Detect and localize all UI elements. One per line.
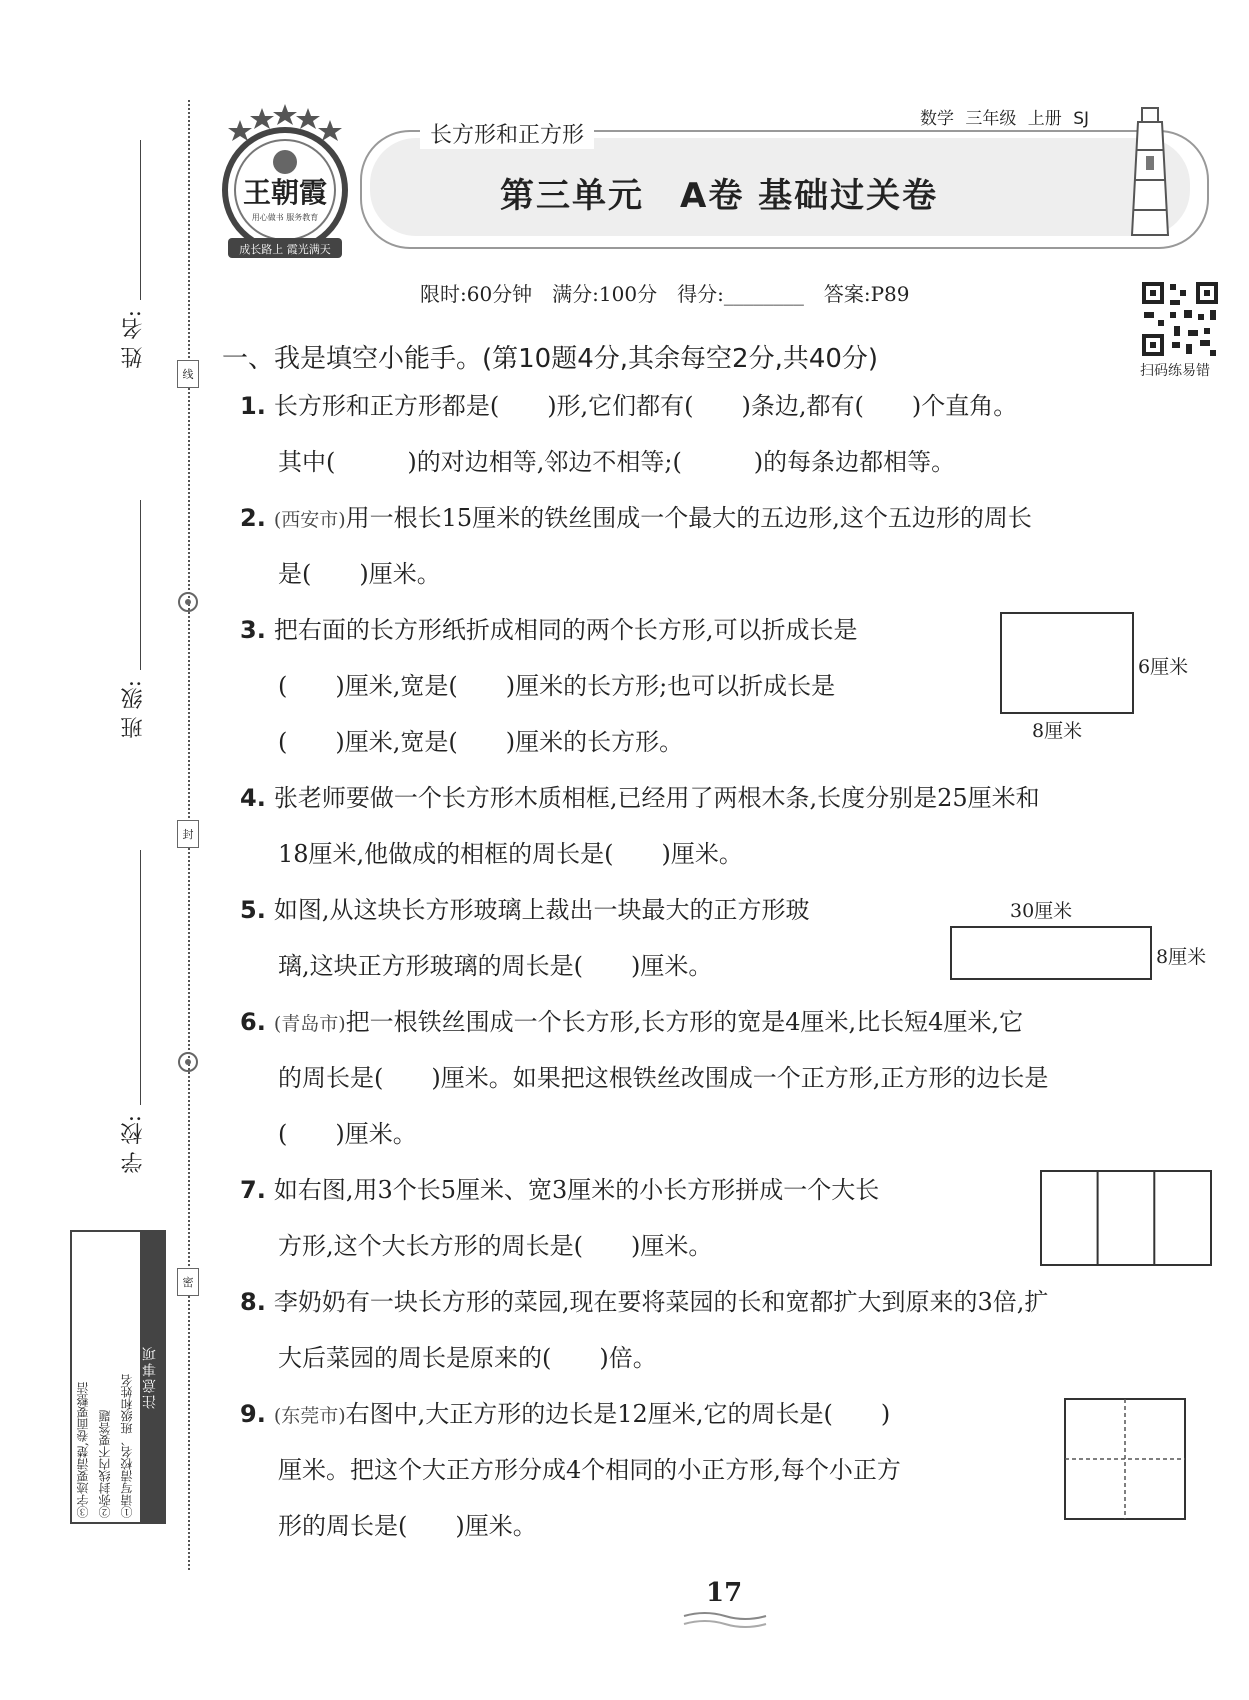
- logo-slogan: 用心做书 服务教育: [251, 213, 319, 222]
- page-number: 17: [706, 1578, 743, 1608]
- class-field[interactable]: [140, 500, 141, 670]
- subject-tag: 长方形和正方形: [420, 118, 594, 149]
- question-text: ( )厘米。: [278, 1120, 417, 1148]
- question-city: (东莞市): [273, 1405, 346, 1427]
- question-text: 形的周长是( )厘米。: [278, 1512, 537, 1540]
- question-number: 7.: [240, 1176, 266, 1204]
- notice-title: 注意事项: [140, 1232, 164, 1522]
- q7-three-rectangles-figure: [1040, 1170, 1212, 1266]
- question-text: 把右面的长方形纸折成相同的两个长方形,可以折成长是: [273, 616, 858, 644]
- question-text: 璃,这块正方形玻璃的周长是( )厘米。: [278, 952, 713, 980]
- flower-icon: [176, 590, 200, 614]
- qr-label: 扫码练易错: [1140, 363, 1210, 379]
- q5-height-label: 8厘米: [1156, 946, 1207, 968]
- question-number: 1.: [240, 392, 266, 420]
- q3-rectangle-figure: [1000, 612, 1134, 714]
- seal-tag-seal: 封: [177, 820, 199, 848]
- question-5: [240, 882, 809, 938]
- name-label: 姓 名:: [121, 310, 146, 369]
- question-9: [240, 1386, 890, 1444]
- flower-icon: [176, 1050, 200, 1074]
- question-text: 的周长是( )厘米。如果把这根铁丝改围成一个正方形,正方形的边长是: [278, 1064, 1049, 1092]
- question-text: 是( )厘米。: [278, 560, 441, 588]
- school-field[interactable]: [140, 850, 141, 1105]
- q5-width-label: 30厘米: [1010, 900, 1073, 922]
- question-number: 3.: [240, 616, 266, 644]
- question-text: 如右图,用3个长5厘米、宽3厘米的小长方形拼成一个大长: [273, 1176, 880, 1204]
- lighthouse-icon: [1120, 100, 1180, 240]
- question-4: [240, 770, 1040, 826]
- name-field[interactable]: [140, 140, 141, 300]
- question-8: [240, 1274, 1048, 1330]
- notice-item: ①请写清校名、班级和姓名: [120, 1374, 134, 1518]
- grade-info: 数学 三年级 上册 SJ: [920, 109, 1090, 129]
- question-text: 用一根长15厘米的铁丝围成一个最大的五边形,这个五边形的周长: [345, 504, 1032, 532]
- question-text: 方形,这个大长方形的周长是( )厘米。: [278, 1232, 713, 1260]
- school-label: 学 校:: [121, 1115, 146, 1174]
- question-text: 把一根铁丝围成一个长方形,长方形的宽是4厘米,比长短4厘米,它: [345, 1008, 1024, 1036]
- notice-item: ②弥封线内不要答题: [98, 1410, 112, 1518]
- q5-glass-rectangle: [950, 926, 1152, 980]
- question-7: [240, 1162, 879, 1218]
- logo-brand: 王朝霞: [242, 176, 328, 209]
- question-text: 其中( )的对边相等,邻边不相等;( )的每条边都相等。: [278, 448, 956, 476]
- logo-ribbon: 成长路上 霞光满天: [239, 243, 331, 256]
- question-1: [240, 378, 1017, 434]
- unit-title: 第三单元 A卷 基础过关卷: [500, 176, 939, 216]
- brand-logo: [210, 100, 360, 265]
- question-text: 大后菜园的周长是原来的( )倍。: [278, 1344, 657, 1372]
- question-6: [240, 994, 1023, 1052]
- question-text: 张老师要做一个长方形木质相框,已经用了两根木条,长度分别是25厘米和: [273, 784, 1040, 812]
- q3-height-label: 6厘米: [1138, 656, 1189, 678]
- question-2: [240, 490, 1032, 548]
- seal-tag-line: 线: [177, 360, 199, 388]
- exam-info: 限时:60分钟 满分:100分 得分:________ 答案:P89: [420, 282, 910, 306]
- qr-code-icon[interactable]: [1140, 280, 1220, 358]
- question-number: 4.: [240, 784, 266, 812]
- wave-decoration-icon: [680, 1608, 770, 1632]
- question-text: 长方形和正方形都是( )形,它们都有( )条边,都有( )个直角。: [273, 392, 1018, 420]
- question-number: 6.: [240, 1008, 266, 1036]
- section-title: 一、我是填空小能手。(第10题4分,其余每空2分,共40分): [222, 344, 879, 374]
- notice-item: ③字迹要清楚,卷面要整洁: [76, 1382, 90, 1518]
- q3-width-label: 8厘米: [1032, 720, 1083, 742]
- question-3: [240, 602, 857, 658]
- question-text: 如图,从这块长方形玻璃上裁出一块最大的正方形玻: [273, 896, 810, 924]
- question-text: 李奶奶有一块长方形的菜园,现在要将菜园的长和宽都扩大到原来的3倍,扩: [273, 1288, 1049, 1316]
- seal-tag-secret: 密: [177, 1268, 199, 1296]
- question-number: 8.: [240, 1288, 266, 1316]
- question-city: (青岛市): [273, 1013, 346, 1035]
- question-number: 5.: [240, 896, 266, 924]
- question-text: 厘米。把这个大正方形分成4个相同的小正方形,每个小正方: [278, 1456, 901, 1484]
- question-number: 9.: [240, 1400, 266, 1428]
- question-city: (西安市): [273, 509, 346, 531]
- question-text: ( )厘米,宽是( )厘米的长方形;也可以折成长是: [278, 672, 836, 700]
- question-text: 18厘米,他做成的相框的周长是( )厘米。: [278, 840, 743, 868]
- question-number: 2.: [240, 504, 266, 532]
- notice-box: [70, 1230, 166, 1524]
- q9-square-figure: [1064, 1398, 1186, 1520]
- question-text: ( )厘米,宽是( )厘米的长方形。: [278, 728, 684, 756]
- class-label: 班 级:: [121, 680, 146, 739]
- question-text: 右图中,大正方形的边长是12厘米,它的周长是( ): [345, 1400, 891, 1428]
